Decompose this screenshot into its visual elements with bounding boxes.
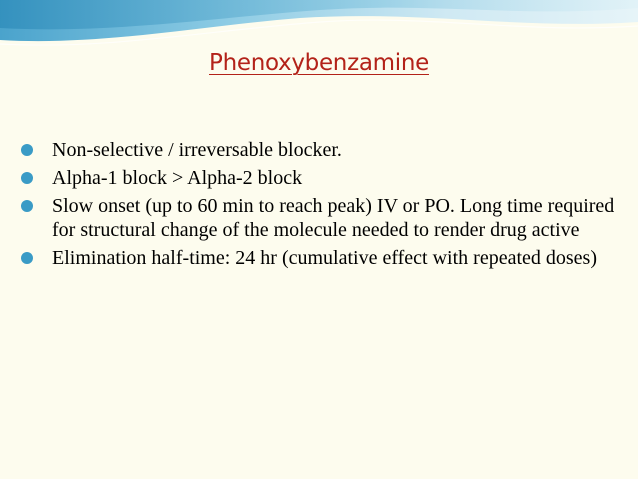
list-item — [20, 194, 620, 242]
bullet-icon — [20, 199, 34, 213]
bullet-text: Elimination half-time: 24 hr (cumulative effect with repeated doses) — [52, 247, 597, 269]
bullet-text: Non-selective / irreversable blocker. — [52, 139, 342, 161]
wave-band-graphic — [0, 0, 638, 48]
bullet-text: Slow onset (up to 60 min to reach peak) IV or PO. Long time required for structural change of the molecule needed to render drug active — [52, 195, 615, 241]
slide-title: Phenoxybenzamine — [209, 50, 429, 76]
bullet-icon — [20, 251, 34, 265]
bullet-text: Alpha-1 block > Alpha-2 block — [52, 167, 303, 189]
list-item — [20, 246, 620, 270]
decorative-wave-band — [0, 0, 638, 48]
bullet-list — [20, 138, 620, 274]
bullet-icon — [20, 143, 34, 157]
list-item — [20, 166, 620, 190]
list-item — [20, 138, 620, 162]
bullet-icon — [20, 171, 34, 185]
